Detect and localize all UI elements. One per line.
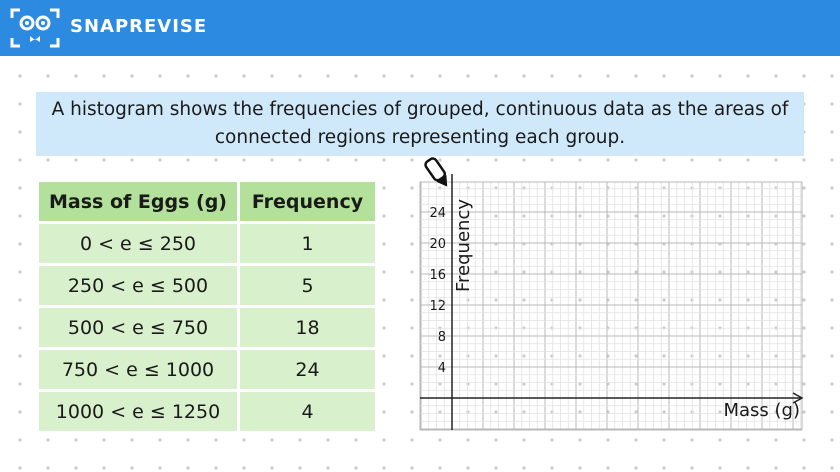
background-dot (522, 466, 525, 469)
grid-border (420, 182, 802, 430)
background-dot (326, 158, 329, 161)
background-dot (830, 410, 833, 413)
y-tick-label: 24 (429, 206, 446, 221)
background-dot (718, 74, 721, 77)
background-dot (46, 438, 49, 441)
table-row (39, 266, 375, 305)
y-tick-label: 16 (429, 268, 446, 283)
background-dot (606, 438, 609, 441)
background-dot (690, 74, 693, 77)
background-dot (690, 466, 693, 469)
definition-text: A histogram shows the frequencies of grouped, continuous data as the areas of connected regions representing each group. (51, 99, 789, 148)
background-dot (662, 74, 665, 77)
background-dot (410, 438, 413, 441)
background-dot (18, 410, 21, 413)
background-dot (214, 158, 217, 161)
table-row (39, 392, 375, 431)
background-dot (774, 466, 777, 469)
histogram-chart (408, 154, 808, 434)
y-tick-label: 12 (429, 299, 446, 314)
background-dot (186, 74, 189, 77)
table-header-row (39, 182, 375, 221)
background-dot (382, 298, 385, 301)
snaprevise-logo-icon (10, 8, 60, 48)
background-dot (158, 466, 161, 469)
table-row (39, 224, 375, 263)
background-dot (382, 326, 385, 329)
background-dot (578, 466, 581, 469)
background-dot (214, 74, 217, 77)
graph-paper-grid (420, 182, 802, 430)
background-dot (18, 214, 21, 217)
background-dot (130, 158, 133, 161)
background-dot (662, 466, 665, 469)
background-dot (18, 354, 21, 357)
background-dot (214, 466, 217, 469)
background-dot (18, 242, 21, 245)
table-row (39, 350, 375, 389)
background-dot (634, 74, 637, 77)
background-dot (662, 438, 665, 441)
background-dot (242, 466, 245, 469)
background-dot (18, 326, 21, 329)
background-dot (298, 74, 301, 77)
background-dot (18, 466, 21, 469)
background-dot (802, 438, 805, 441)
background-dot (354, 158, 357, 161)
table-row (39, 308, 375, 347)
background-dot (382, 466, 385, 469)
background-dot (354, 74, 357, 77)
y-tick-labels (429, 206, 446, 376)
frequency-cell: 1 (240, 224, 375, 263)
background-dot (466, 466, 469, 469)
background-dot (550, 466, 553, 469)
background-dot (242, 438, 245, 441)
background-dot (830, 214, 833, 217)
background-dot (522, 74, 525, 77)
background-dot (382, 158, 385, 161)
background-dot (382, 410, 385, 413)
background-dot (46, 74, 49, 77)
background-dot (158, 158, 161, 161)
background-dot (830, 158, 833, 161)
frequency-cell: 24 (240, 350, 375, 389)
header-bar (0, 0, 840, 56)
range-cell: 1000 < e ≤ 1250 (39, 392, 237, 431)
background-dot (578, 74, 581, 77)
background-dot (270, 74, 273, 77)
background-dot (354, 438, 357, 441)
background-dot (242, 74, 245, 77)
background-dot (606, 74, 609, 77)
background-dot (74, 158, 77, 161)
background-dot (382, 242, 385, 245)
background-dot (18, 270, 21, 273)
range-cell: 250 < e ≤ 500 (39, 266, 237, 305)
background-dot (382, 186, 385, 189)
range-cell: 500 < e ≤ 750 (39, 308, 237, 347)
background-dot (46, 158, 49, 161)
background-dot (130, 438, 133, 441)
background-dot (802, 466, 805, 469)
background-dot (438, 438, 441, 441)
frequency-cell: 18 (240, 308, 375, 347)
background-dot (158, 74, 161, 77)
range-cell: 0 < e ≤ 250 (39, 224, 237, 263)
background-dot (46, 466, 49, 469)
background-dot (18, 438, 21, 441)
background-dot (550, 438, 553, 441)
background-dot (18, 158, 21, 161)
background-dot (774, 74, 777, 77)
y-axis-label: Frequency (453, 199, 474, 292)
background-dot (18, 298, 21, 301)
background-dot (382, 438, 385, 441)
background-dot (550, 74, 553, 77)
background-dot (74, 74, 77, 77)
background-dot (270, 158, 273, 161)
background-dot (382, 354, 385, 357)
background-dot (102, 74, 105, 77)
background-dot (830, 130, 833, 133)
background-dot (746, 438, 749, 441)
background-dot (326, 438, 329, 441)
x-axis-label: Mass (g) (723, 400, 800, 421)
background-dot (802, 74, 805, 77)
background-dot (746, 466, 749, 469)
background-dot (466, 438, 469, 441)
pen-icon (424, 157, 452, 190)
background-dot (130, 466, 133, 469)
background-dot (270, 438, 273, 441)
background-dot (830, 354, 833, 357)
background-dot (382, 74, 385, 77)
background-dot (438, 466, 441, 469)
definition-banner (36, 92, 804, 156)
y-tick-label: 8 (437, 330, 446, 345)
header-frequency: Frequency (240, 182, 375, 221)
background-dot (634, 438, 637, 441)
background-dot (242, 158, 245, 161)
background-dot (830, 102, 833, 105)
background-dot (18, 74, 21, 77)
background-dot (830, 466, 833, 469)
background-dot (410, 466, 413, 469)
background-dot (578, 438, 581, 441)
background-dot (410, 74, 413, 77)
background-dot (718, 466, 721, 469)
background-dot (74, 438, 77, 441)
background-dot (438, 74, 441, 77)
frequency-cell: 4 (240, 392, 375, 431)
header-mass: Mass of Eggs (g) (39, 182, 237, 221)
background-dot (634, 466, 637, 469)
background-dot (494, 74, 497, 77)
background-dot (298, 438, 301, 441)
range-cell: 750 < e ≤ 1000 (39, 350, 237, 389)
background-dot (326, 466, 329, 469)
background-dot (830, 74, 833, 77)
background-dot (186, 438, 189, 441)
background-dot (74, 466, 77, 469)
background-dot (606, 466, 609, 469)
background-dot (326, 74, 329, 77)
background-dot (102, 158, 105, 161)
frequency-table (36, 179, 378, 434)
background-dot (102, 438, 105, 441)
background-dot (298, 466, 301, 469)
background-dot (214, 438, 217, 441)
frequency-cell: 5 (240, 266, 375, 305)
background-dot (830, 326, 833, 329)
background-dot (830, 186, 833, 189)
background-dot (830, 438, 833, 441)
y-tick-label: 4 (437, 361, 446, 376)
background-dot (130, 74, 133, 77)
background-dot (690, 438, 693, 441)
background-dot (102, 466, 105, 469)
background-dot (354, 466, 357, 469)
brand-name: SNAPREVISE (70, 16, 208, 37)
background-dot (158, 438, 161, 441)
background-dot (382, 214, 385, 217)
background-dot (718, 438, 721, 441)
background-dot (382, 270, 385, 273)
background-dot (18, 130, 21, 133)
y-tick-label: 20 (429, 237, 446, 252)
background-dot (830, 242, 833, 245)
background-dot (830, 382, 833, 385)
background-dot (830, 270, 833, 273)
background-dot (18, 186, 21, 189)
background-dot (494, 466, 497, 469)
background-dot (186, 158, 189, 161)
background-dot (746, 74, 749, 77)
background-dot (774, 438, 777, 441)
background-dot (18, 382, 21, 385)
background-dot (830, 298, 833, 301)
background-dot (298, 158, 301, 161)
background-dot (494, 438, 497, 441)
background-dot (18, 102, 21, 105)
background-dot (522, 438, 525, 441)
background-dot (270, 466, 273, 469)
background-dot (466, 74, 469, 77)
background-dot (382, 382, 385, 385)
background-dot (186, 466, 189, 469)
